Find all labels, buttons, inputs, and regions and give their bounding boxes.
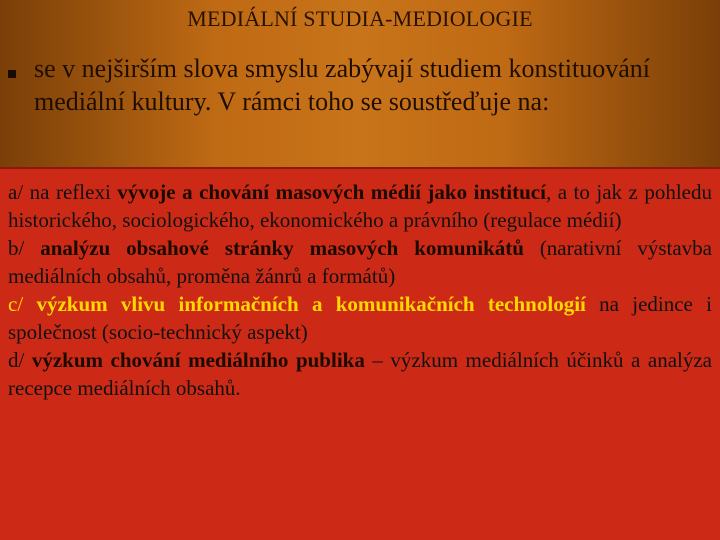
item-d-highlight: výzkum chování mediálního publika	[31, 348, 365, 372]
item-d-prefix: d/	[8, 348, 32, 372]
item-b-highlight: analýzu obsahové stránky masových komunikátů	[40, 236, 524, 260]
focus-areas-box	[0, 167, 720, 540]
item-c-rest: na jedince i společnost (socio-technický aspekt)	[8, 292, 712, 344]
item-c-highlight: výzkum vlivu informačních a komunikačních technologií	[36, 292, 586, 316]
focus-item-a	[8, 178, 712, 234]
item-b-prefix: b/	[8, 236, 41, 260]
intro-bullet-text: se v nejširším slova smyslu zabývají studiem konstituování mediální kultury. V rámci toho se soustřeďuje na:	[34, 54, 651, 116]
item-a-prefix: a/ na reflexi	[8, 180, 118, 204]
focus-item-b	[8, 234, 712, 290]
item-a-rest: , a to jak z pohledu historického, sociologického, ekonomického a právního (regulace médií)	[8, 180, 712, 232]
item-a-highlight: vývoje a chování masových médií jako institucí	[117, 180, 546, 204]
slide-title: MEDIÁLNÍ STUDIA-MEDIOLOGIE	[187, 6, 533, 31]
intro-bullet	[0, 52, 720, 167]
square-bullet-icon	[8, 70, 16, 78]
focus-item-c	[8, 290, 712, 346]
item-b-rest: (narativní výstavba mediálních obsahů, proměna žánrů a formátů)	[8, 236, 712, 288]
focus-item-d	[8, 346, 712, 402]
item-d-rest: – výzkum mediálních účinků a analýza recepce mediálních obsahů.	[8, 348, 712, 400]
item-c-prefix: c/	[8, 292, 37, 316]
